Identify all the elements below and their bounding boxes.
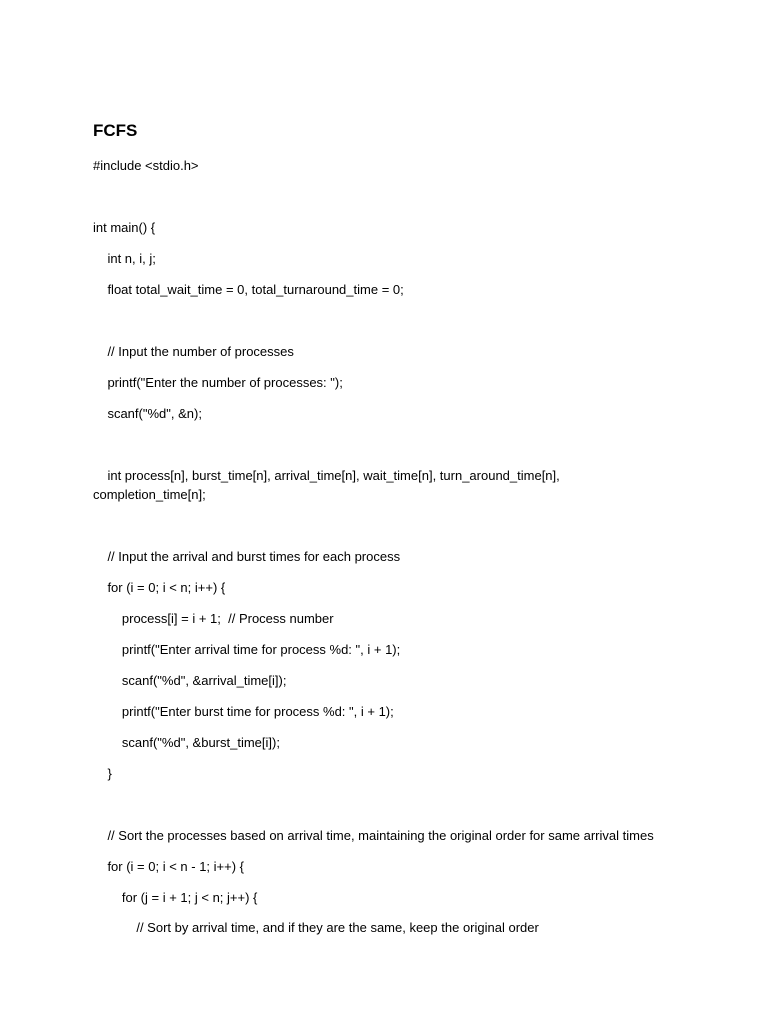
code-line: completion_time[n]; (93, 487, 206, 502)
code-line: printf("Enter the number of processes: "); (93, 375, 343, 390)
code-line: } (93, 766, 112, 781)
code-line: int n, i, j; (93, 251, 156, 266)
code-line: // Sort the processes based on arrival time, maintaining the original order for same arrival times (93, 828, 654, 843)
code-line: int process[n], burst_time[n], arrival_time[n], wait_time[n], turn_around_time[n], (93, 468, 560, 483)
code-line: for (i = 0; i < n - 1; i++) { (93, 859, 245, 874)
document-title: FCFS (93, 121, 138, 140)
code-line: // Input the arrival and burst times for each process (93, 549, 401, 564)
code-line: process[i] = i + 1; // Process number (93, 611, 334, 626)
code-line: #include <stdio.h> (93, 158, 199, 173)
code-line: printf("Enter burst time for process %d: ", i + 1); (93, 704, 394, 719)
code-line: float total_wait_time = 0, total_turnaround_time = 0; (93, 282, 404, 297)
code-line: // Input the number of processes (93, 344, 294, 359)
code-line: for (j = i + 1; j < n; j++) { (93, 890, 258, 905)
code-line: scanf("%d", &burst_time[i]); (93, 735, 280, 750)
code-line: printf("Enter arrival time for process %d: ", i + 1); (93, 642, 401, 657)
code-line: scanf("%d", &n); (93, 406, 202, 421)
code-line: scanf("%d", &arrival_time[i]); (93, 673, 287, 688)
code-line: for (i = 0; i < n; i++) { (93, 580, 226, 595)
code-line: int main() { (93, 220, 156, 235)
code-line: // Sort by arrival time, and if they are the same, keep the original order (93, 920, 539, 935)
